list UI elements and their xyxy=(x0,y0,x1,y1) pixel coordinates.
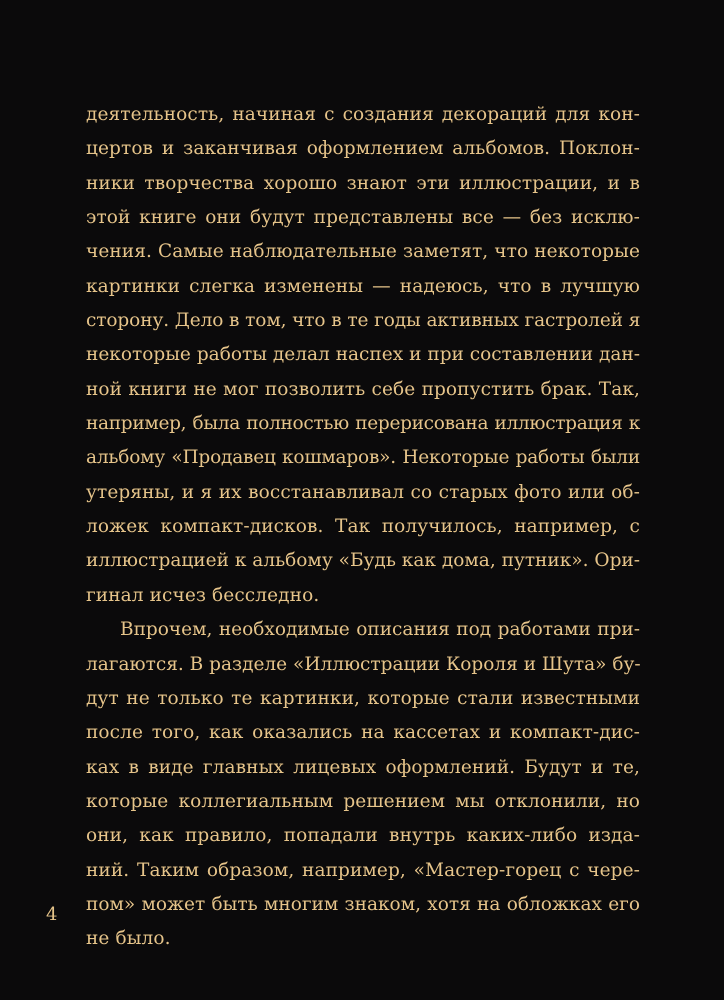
text-line: не было. xyxy=(86,928,171,950)
text-line: альбому «Продавец кошмаров». Некоторые работы были xyxy=(86,447,640,469)
text-line: утеряны, и я их восстанавливал со старых фото или об- xyxy=(86,481,640,503)
text-line: лагаются. В разделе «Иллюстрации Короля и Шута» бу- xyxy=(86,653,641,675)
text-line: картинки слегка изменены — надеюсь, что в лучшую xyxy=(86,275,640,297)
text-line: иллюстрацией к альбому «Будь как дома, путник». Ори- xyxy=(86,550,640,572)
text-line: этой книге они будут представлены все — без исклю- xyxy=(86,207,640,229)
text-line: гинал исчез бесследно. xyxy=(86,584,320,606)
paragraph-2 xyxy=(86,613,640,956)
text-line: например, была полностью перерисована иллюстрация к xyxy=(86,413,640,435)
page-number: 4 xyxy=(46,904,58,925)
text-line: ний. Таким образом, например, «Мастер-горец с чере- xyxy=(86,859,640,881)
text-line: они, как правило, попадали внутрь каких-либо изда- xyxy=(86,825,640,847)
text-line: деятельность, начиная с создания декораций для кон- xyxy=(86,104,640,125)
text-line: которые коллегиальным решением мы отклонили, но xyxy=(86,790,640,812)
text-line: сторону. Дело в том, что в те годы активных гастролей я xyxy=(86,310,641,332)
paragraph-1 xyxy=(86,98,640,613)
text-line: ной книги не мог позволить себе пропустить брак. Так, xyxy=(86,378,640,400)
text-line: ках в виде главных лицевых оформлений. Будут и те, xyxy=(86,756,640,778)
body-text xyxy=(86,98,640,957)
text-line: пом» может быть многим знаком, хотя на обложках его xyxy=(86,893,640,915)
text-line: дут не только те картинки, которые стали известными xyxy=(86,687,640,709)
text-line: чения. Самые наблюдательные заметят, что некоторые xyxy=(86,241,640,263)
text-line: некоторые работы делал наспех и при составлении дан- xyxy=(86,344,640,366)
text-line: ники творчества хорошо знают эти иллюстрации, и в xyxy=(86,172,640,194)
text-line: цертов и заканчивая оформлением альбомов. Поклон- xyxy=(86,138,640,160)
text-line: после того, как оказались на кассетах и компакт-дис- xyxy=(86,722,640,744)
text-line: Впрочем, необходимые описания под работами при- xyxy=(120,619,640,641)
text-line: ложек компакт-дисков. Так получилось, например, с xyxy=(86,516,640,538)
